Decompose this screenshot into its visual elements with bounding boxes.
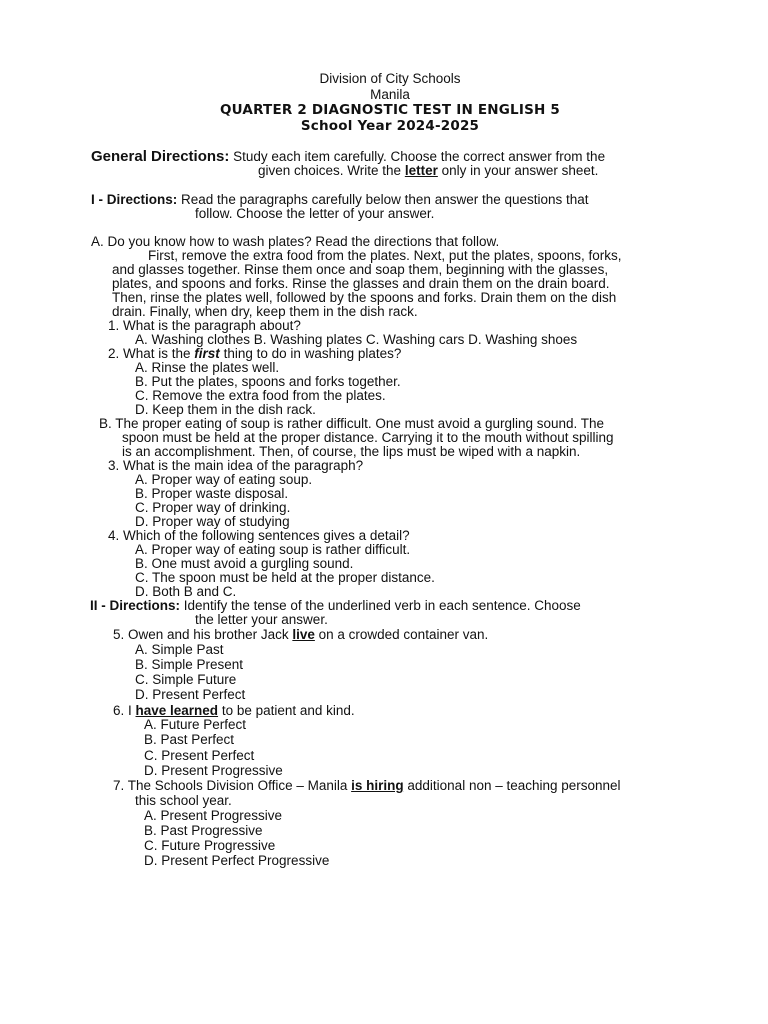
question-3-choice: D. Proper way of studying (135, 514, 290, 529)
question-6-stem (113, 704, 355, 718)
part1-text2: follow. Choose the letter of your answer. (195, 206, 435, 221)
question-3-stem: 3. What is the main idea of the paragraph? (108, 458, 364, 473)
general-directions-label: General Directions: (91, 148, 230, 165)
question-5-choice: A. Simple Past (135, 642, 224, 657)
question-2-text: 2. What is the (108, 346, 195, 361)
part2-text2: the letter your answer. (195, 612, 328, 627)
question-7-choice: B. Past Progressive (144, 823, 263, 838)
general-directions-text1: Study each item carefully. Choose the correct answer from the (233, 149, 606, 164)
question-7-text: 7. The Schools Division Office – Manila (113, 778, 352, 793)
question-6-text: 6. I (113, 703, 136, 718)
question-2-choice: C. Remove the extra food from the plates. (135, 388, 386, 403)
question-4-choice: D. Both B and C. (135, 584, 237, 599)
general-directions (91, 150, 605, 164)
passage-a-intro: A. Do you know how to wash plates? Read the directions that follow. (91, 234, 500, 249)
passage-b-line: is an accomplishment. Then, of course, the lips must be wiped with a napkin. (122, 444, 581, 459)
question-6-choice: A. Future Perfect (144, 717, 247, 732)
question-2-choice: D. Keep them in the dish rack. (135, 402, 316, 417)
question-6-text-end: to be patient and kind. (218, 703, 355, 718)
question-2-choice: A. Rinse the plates well. (135, 360, 280, 375)
question-7-stem (113, 779, 621, 793)
question-5-choice: D. Present Perfect (135, 687, 246, 702)
question-3-choice: B. Proper waste disposal. (135, 486, 289, 501)
question-4-stem: 4. Which of the following sentences gives a detail? (108, 528, 410, 543)
part1-directions (91, 193, 589, 207)
question-5-text-end: on a crowded container van. (314, 627, 489, 642)
passage-b-line: spoon must be held at the proper distance. Carrying it to the mouth without spilling (122, 430, 614, 445)
passage-a-line: drain. Finally, when dry, keep them in the dish rack. (112, 304, 418, 319)
question-5-choice: C. Simple Future (135, 672, 237, 687)
underlined-verb: is hiring (351, 778, 404, 793)
passage-a-line: plates, and spoons and forks. Rinse the glasses and drain them on the drain board. (112, 276, 610, 291)
underlined-verb: have learned (135, 703, 219, 718)
question-4-choice: B. One must avoid a gurgling sound. (135, 556, 354, 571)
question-7-choice: C. Future Progressive (144, 838, 276, 853)
question-3-choice: A. Proper way of eating soup. (135, 472, 313, 487)
part2-text1: Identify the tense of the underlined verb in each sentence. Choose (183, 598, 581, 613)
part1-label: I - Directions: (91, 192, 178, 207)
city-heading: Manila (370, 87, 410, 102)
general-directions-line2 (258, 164, 598, 178)
question-3-choice: C. Proper way of drinking. (135, 500, 291, 515)
passage-b-line: B. The proper eating of soup is rather difficult. One must avoid a gurgling sound. The (99, 416, 605, 431)
question-2-stem (108, 347, 401, 361)
question-6-choice: B. Past Perfect (144, 732, 235, 747)
question-5-choice: B. Simple Present (135, 657, 244, 672)
part2-label: II - Directions: (90, 598, 181, 613)
question-7-text-end: additional non – teaching personnel (403, 778, 621, 793)
test-title: QUARTER 2 DIAGNOSTIC TEST IN ENGLISH 5 (220, 102, 560, 118)
question-5-stem (113, 628, 488, 642)
question-5-text: 5. Owen and his brother Jack (113, 627, 293, 642)
general-directions-text2: given choices. Write the (258, 163, 405, 178)
passage-a-line: First, remove the extra food from the plates. Next, put the plates, spoons, forks, (148, 248, 622, 263)
question-7-choice: A. Present Progressive (144, 808, 283, 823)
school-year: School Year 2024-2025 (300, 118, 480, 134)
question-7-choice: D. Present Perfect Progressive (144, 853, 330, 868)
division-heading: Division of City Schools (319, 71, 461, 86)
first-emphasis: first (194, 346, 220, 361)
question-1-stem: 1. What is the paragraph about? (108, 318, 301, 333)
part2-directions (90, 599, 581, 613)
underlined-verb: live (292, 627, 315, 642)
question-2-text-end: thing to do in washing plates? (219, 346, 402, 361)
general-directions-text3: only in your answer sheet. (437, 163, 599, 178)
question-4-choice: A. Proper way of eating soup is rather difficult. (135, 542, 411, 557)
question-6-choice: C. Present Perfect (144, 748, 255, 763)
passage-a-line: Then, rinse the plates well, followed by the spoons and forks. Drain them on the dish (112, 290, 617, 305)
question-4-choice: C. The spoon must be held at the proper distance. (135, 570, 435, 585)
question-2-choice: B. Put the plates, spoons and forks together. (135, 374, 401, 389)
question-6-choice: D. Present Progressive (144, 763, 283, 778)
question-7-stem-line2: this school year. (135, 793, 232, 808)
letter-emphasis: letter (404, 163, 438, 178)
passage-a-line: and glasses together. Rinse them once and soap them, beginning with the glasses, (112, 262, 609, 277)
part1-text1: Read the paragraphs carefully below then answer the questions that (181, 192, 589, 207)
question-1-choices: A. Washing clothes B. Washing plates C. Washing cars D. Washing shoes (135, 332, 578, 347)
